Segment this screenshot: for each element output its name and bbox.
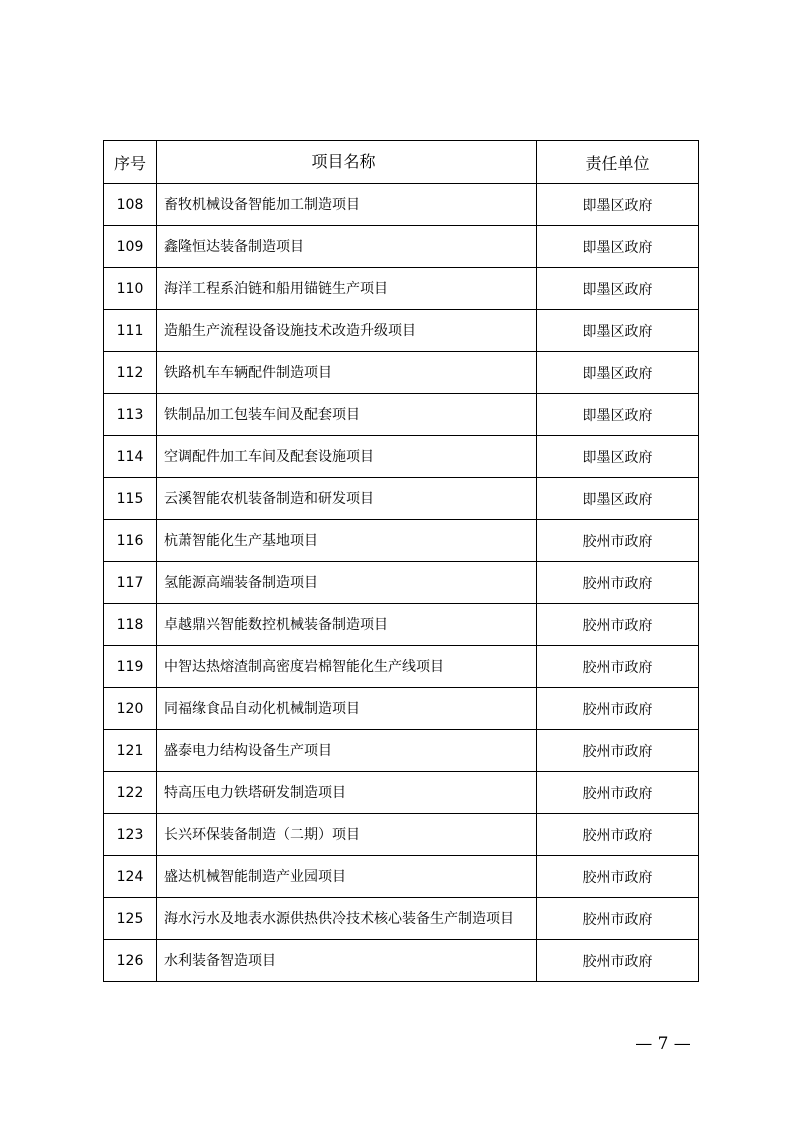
page-number: — 7 — <box>635 1034 691 1054</box>
row-unit: 胶州市政府 <box>537 688 699 730</box>
row-no: 119 <box>104 646 157 688</box>
row-name: 海水污水及地表水源供热供冷技术核心装备生产制造项目 <box>157 898 537 940</box>
row-no: 109 <box>104 226 157 268</box>
row-name: 氢能源高端装备制造项目 <box>157 562 537 604</box>
row-unit: 胶州市政府 <box>537 856 699 898</box>
row-name: 云溪智能农机装备制造和研发项目 <box>157 478 537 520</box>
row-no: 122 <box>104 772 157 814</box>
table-row <box>104 898 699 940</box>
row-unit: 胶州市政府 <box>537 562 699 604</box>
row-unit: 即墨区政府 <box>537 226 699 268</box>
row-name: 中智达热熔渣制高密度岩棉智能化生产线项目 <box>157 646 537 688</box>
row-unit: 即墨区政府 <box>537 184 699 226</box>
row-no: 120 <box>104 688 157 730</box>
row-name: 长兴环保装备制造（二期）项目 <box>157 814 537 856</box>
row-no: 126 <box>104 940 157 982</box>
row-no: 116 <box>104 520 157 562</box>
row-name: 畜牧机械设备智能加工制造项目 <box>157 184 537 226</box>
row-name: 盛达机械智能制造产业园项目 <box>157 856 537 898</box>
table-body <box>104 184 699 982</box>
row-no: 112 <box>104 352 157 394</box>
row-no: 125 <box>104 898 157 940</box>
row-unit: 胶州市政府 <box>537 772 699 814</box>
table-row <box>104 436 699 478</box>
project-table <box>103 140 699 982</box>
row-no: 111 <box>104 310 157 352</box>
table-row <box>104 184 699 226</box>
row-unit: 胶州市政府 <box>537 940 699 982</box>
table-row <box>104 856 699 898</box>
row-name: 铁制品加工包装车间及配套项目 <box>157 394 537 436</box>
row-name: 盛泰电力结构设备生产项目 <box>157 730 537 772</box>
row-no: 124 <box>104 856 157 898</box>
row-no: 114 <box>104 436 157 478</box>
row-unit: 即墨区政府 <box>537 478 699 520</box>
row-name: 卓越鼎兴智能数控机械装备制造项目 <box>157 604 537 646</box>
row-unit: 即墨区政府 <box>537 436 699 478</box>
row-unit: 胶州市政府 <box>537 604 699 646</box>
row-no: 118 <box>104 604 157 646</box>
table-header-row <box>104 141 699 184</box>
row-no: 121 <box>104 730 157 772</box>
table-row <box>104 604 699 646</box>
row-unit: 胶州市政府 <box>537 646 699 688</box>
table-row <box>104 352 699 394</box>
header-unit: 责任单位 <box>537 141 699 184</box>
table-row <box>104 226 699 268</box>
row-name: 海洋工程系泊链和船用锚链生产项目 <box>157 268 537 310</box>
row-name: 杭萧智能化生产基地项目 <box>157 520 537 562</box>
table-row <box>104 646 699 688</box>
row-no: 123 <box>104 814 157 856</box>
row-no: 110 <box>104 268 157 310</box>
row-no: 117 <box>104 562 157 604</box>
row-unit: 胶州市政府 <box>537 730 699 772</box>
row-unit: 胶州市政府 <box>537 520 699 562</box>
table-row <box>104 688 699 730</box>
row-unit: 胶州市政府 <box>537 814 699 856</box>
row-unit: 即墨区政府 <box>537 352 699 394</box>
table-row <box>104 814 699 856</box>
table-row <box>104 730 699 772</box>
table-row <box>104 940 699 982</box>
table-row <box>104 394 699 436</box>
row-name: 铁路机车车辆配件制造项目 <box>157 352 537 394</box>
row-name: 同福缘食品自动化机械制造项目 <box>157 688 537 730</box>
row-name: 造船生产流程设备设施技术改造升级项目 <box>157 310 537 352</box>
row-unit: 即墨区政府 <box>537 268 699 310</box>
row-name: 水利装备智造项目 <box>157 940 537 982</box>
table-row <box>104 520 699 562</box>
table-row <box>104 268 699 310</box>
table-row <box>104 310 699 352</box>
table-row <box>104 562 699 604</box>
row-no: 113 <box>104 394 157 436</box>
row-no: 115 <box>104 478 157 520</box>
row-name: 特高压电力铁塔研发制造项目 <box>157 772 537 814</box>
row-name: 空调配件加工车间及配套设施项目 <box>157 436 537 478</box>
row-unit: 胶州市政府 <box>537 898 699 940</box>
row-name: 鑫隆恒达装备制造项目 <box>157 226 537 268</box>
header-no: 序号 <box>104 141 157 184</box>
table-row <box>104 478 699 520</box>
table-row <box>104 772 699 814</box>
header-name: 项目名称 <box>157 141 537 184</box>
row-unit: 即墨区政府 <box>537 394 699 436</box>
row-no: 108 <box>104 184 157 226</box>
row-unit: 即墨区政府 <box>537 310 699 352</box>
